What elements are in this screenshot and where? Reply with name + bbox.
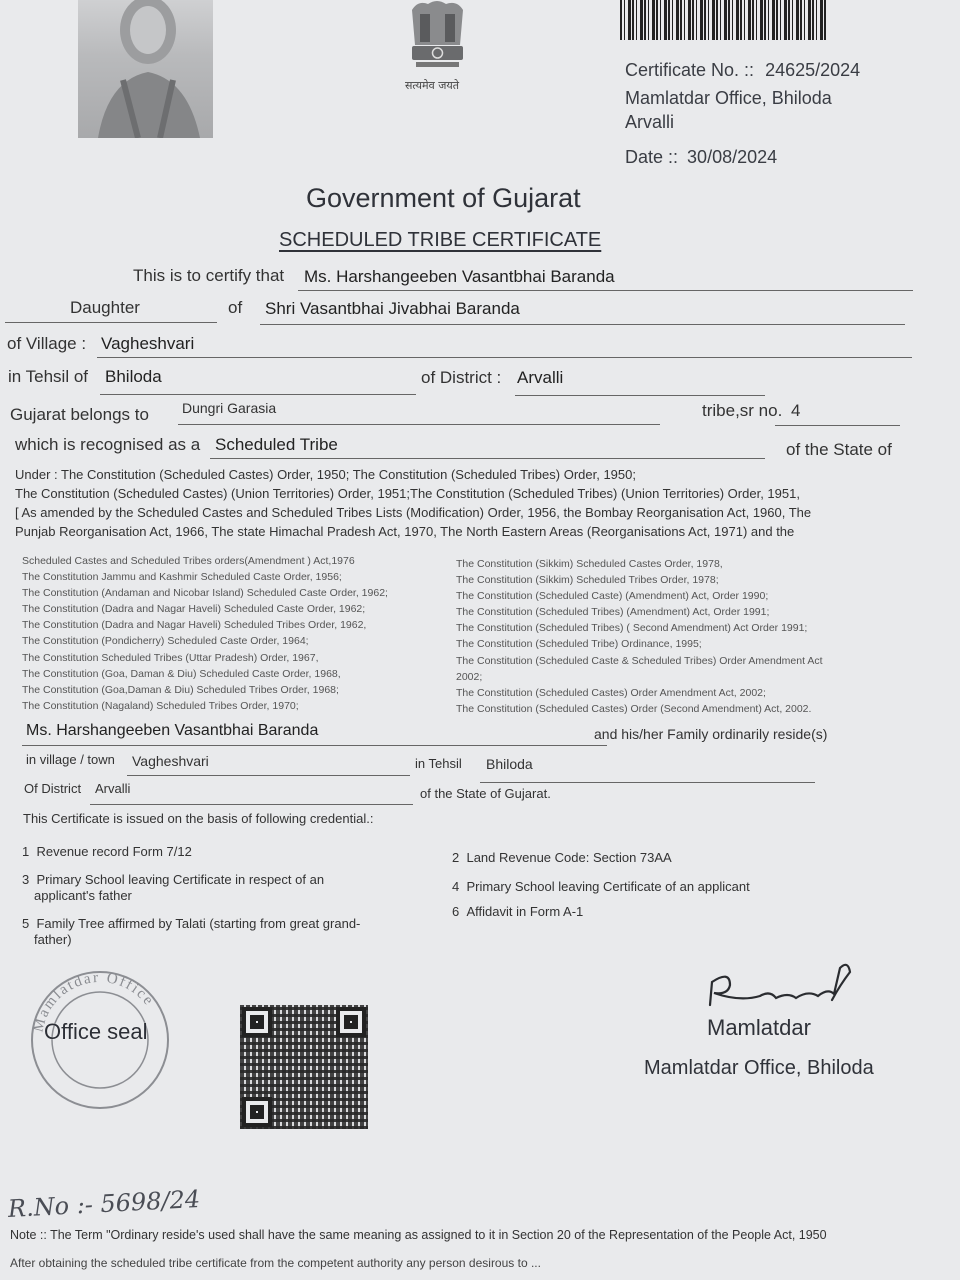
recognised-label: which is recognised as a bbox=[15, 435, 201, 454]
credential-text: Primary School leaving Certificate in respect of an bbox=[36, 872, 325, 887]
applicant-photo bbox=[78, 0, 213, 138]
credential-no: 1 bbox=[22, 844, 30, 859]
seal-ring-text: Mamlatdar Office bbox=[30, 969, 158, 1034]
res-village-label: in village / town bbox=[26, 752, 115, 767]
res-district-label: Of District bbox=[24, 781, 82, 796]
office-line1: Mamlatdar Office, Bhiloda bbox=[625, 88, 832, 108]
credential-text: Affidavit in Form A-1 bbox=[466, 904, 584, 919]
holder-name-underline bbox=[298, 290, 913, 291]
left-order: The Constitution (Pondicherry) Scheduled Caste Order, 1964; bbox=[22, 635, 309, 648]
note-label: Note :: bbox=[10, 1228, 47, 1242]
certificate-title: SCHEDULED TRIBE CERTIFICATE bbox=[279, 229, 602, 251]
right-order: The Constitution (Scheduled Caste) (Amendment) Act, Order 1990; bbox=[456, 590, 769, 603]
right-orders-list bbox=[456, 556, 896, 717]
office-line2: Arvalli bbox=[625, 112, 675, 132]
certificate-no bbox=[625, 60, 860, 81]
res-village-value: Vagheshvari bbox=[132, 753, 209, 769]
tehsil-underline bbox=[100, 394, 416, 395]
village-label: of Village : bbox=[7, 334, 87, 353]
tribe-sr-no: 4 bbox=[791, 401, 801, 420]
credential-item bbox=[22, 844, 192, 859]
qr-finder-icon bbox=[242, 1097, 272, 1127]
handwritten-reference: R.No :- 5698/24 bbox=[7, 1184, 201, 1223]
left-order: The Constitution (Nagaland) Scheduled Tribes Order, 1970; bbox=[22, 699, 299, 712]
signatory-office: Mamlatdar Office, Bhiloda bbox=[644, 1057, 874, 1079]
left-order: The Constitution (Andaman and Nicobar Island) Scheduled Caste Order, 1962; bbox=[22, 587, 388, 600]
certificate-no-value: 24625/2024 bbox=[765, 60, 861, 80]
credential-item bbox=[22, 916, 360, 931]
legal-line-2: The Constitution (Scheduled Castes) (Union Territories) Order, 1951;The Constitution (Scheduled Tribes) (Union Territories) Order, 1951, bbox=[15, 486, 800, 501]
holder-name: Ms. Harshangeeben Vasantbhai Baranda bbox=[304, 267, 615, 286]
tribe-value: Dungri Garasia bbox=[182, 400, 277, 416]
credential-no: 4 bbox=[452, 879, 460, 894]
credential-no: 3 bbox=[22, 872, 30, 887]
legal-line-1: Under : The Constitution (Scheduled Castes) Order, 1950; The Constitution (Scheduled Tribes) Order, 1950; bbox=[15, 467, 636, 482]
qr-finder-icon bbox=[336, 1007, 366, 1037]
residence-name-underline bbox=[22, 745, 607, 746]
res-state-label: of the State of Gujarat. bbox=[420, 786, 551, 801]
left-order: The Constitution (Goa,Daman & Diu) Scheduled Tribes Order, 1968; bbox=[22, 683, 339, 696]
district-underline bbox=[515, 395, 765, 396]
tribe-sr-label bbox=[702, 401, 801, 421]
state-of-label: of the State of bbox=[786, 440, 892, 459]
qr-finder-icon bbox=[242, 1007, 272, 1037]
recognised-underline bbox=[210, 458, 765, 459]
date-value: 30/08/2024 bbox=[687, 147, 778, 167]
credential-item bbox=[22, 872, 324, 887]
credential-text: Land Revenue Code: Section 73AA bbox=[466, 850, 672, 865]
emblem-motto: सत्यमेव जयते bbox=[405, 79, 460, 92]
national-emblem-icon bbox=[400, 0, 475, 80]
office-seal-label: Office seal bbox=[44, 1019, 148, 1044]
left-order: The Constitution (Dadra and Nagar Haveli) Scheduled Caste Order, 1962; bbox=[22, 603, 366, 616]
certificate-no-label: Certificate No. :: bbox=[625, 60, 755, 80]
credential-item bbox=[452, 850, 672, 865]
left-order: The Constitution (Goa, Daman & Diu) Scheduled Caste Order, 1968, bbox=[22, 667, 341, 680]
right-order: The Constitution (Sikkim) Scheduled Tribes Order, 1978; bbox=[456, 574, 719, 587]
residence-holder-name: Ms. Harshangeeben Vasantbhai Baranda bbox=[26, 722, 319, 739]
certificate-barcode bbox=[620, 0, 828, 40]
credential-text: Primary School leaving Certificate of an applicant bbox=[466, 879, 750, 894]
family-label: and his/her Family ordinarily reside(s) bbox=[594, 726, 828, 742]
belongs-label: Gujarat belongs to bbox=[10, 405, 149, 424]
credential-text-cont: father) bbox=[34, 932, 72, 947]
right-order: The Constitution (Scheduled Tribes) ( Second Amendment) Act Order 1991; bbox=[456, 622, 808, 635]
res-district-underline bbox=[90, 804, 413, 805]
relation: Daughter bbox=[70, 298, 140, 317]
tribe-underline bbox=[178, 424, 660, 425]
village-value: Vagheshvari bbox=[101, 334, 195, 353]
parent-name: Shri Vasantbhai Jivabhai Baranda bbox=[265, 299, 520, 318]
village-underline bbox=[97, 357, 912, 358]
left-order: The Constitution Scheduled Tribes (Uttar Pradesh) Order, 1967, bbox=[22, 651, 319, 664]
district-label: of District : bbox=[421, 368, 502, 387]
res-tehsil-label: in Tehsil bbox=[415, 756, 462, 771]
left-order: The Constitution Jammu and Kashmir Scheduled Caste Order, 1956; bbox=[22, 571, 342, 584]
signatory-title: Mamlatdar bbox=[707, 1015, 811, 1040]
note-line bbox=[10, 1228, 827, 1242]
tehsil-label: in Tehsil of bbox=[8, 367, 89, 386]
parent-name-underline bbox=[260, 324, 905, 325]
legal-line-3: [ As amended by the Scheduled Castes and Scheduled Tribes Lists (Modification) Order, 1956, the Bombay Reorganisation Act, 1960, The bbox=[15, 505, 812, 520]
res-district-value: Arvalli bbox=[95, 781, 131, 796]
district-value: Arvalli bbox=[517, 368, 564, 387]
credential-text: Family Tree affirmed by Talati (starting from great grand- bbox=[36, 916, 361, 931]
right-order: The Constitution (Scheduled Tribe) Ordinance, 1995; bbox=[456, 638, 702, 651]
signature-icon bbox=[700, 960, 860, 1015]
res-tehsil-underline bbox=[480, 782, 815, 783]
left-order: Scheduled Castes and Scheduled Tribes orders(Amendment ) Act,1976 bbox=[22, 555, 355, 567]
right-order: 2002; bbox=[456, 670, 483, 683]
res-village-underline bbox=[127, 775, 410, 776]
right-order: The Constitution (Sikkim) Scheduled Castes Order, 1978, bbox=[456, 558, 723, 570]
tehsil-value: Bhiloda bbox=[105, 367, 162, 386]
credential-no: 2 bbox=[452, 850, 460, 865]
left-order: The Constitution (Dadra and Nagar Haveli) Scheduled Tribes Order, 1962, bbox=[22, 619, 367, 632]
government-title: Government of Gujarat bbox=[306, 183, 581, 213]
left-orders-list bbox=[22, 553, 442, 714]
note-line-2: After obtaining the scheduled tribe certificate from the competent authority any person desirous to ... bbox=[10, 1256, 541, 1270]
legal-line-4: Punjab Reorganisation Act, 1966, The state Himachal Pradesh Act, 1970, The North Eastern Areas (Reorganisations Act, 1971) and the bbox=[15, 524, 795, 539]
certify-label: This is to certify that bbox=[133, 266, 285, 285]
credential-item bbox=[452, 904, 583, 919]
tribe-sr-text: tribe,sr no. bbox=[702, 401, 783, 420]
right-order: The Constitution (Scheduled Castes) Order (Second Amendment) Act, 2002. bbox=[456, 702, 812, 715]
recognised-as: Scheduled Tribe bbox=[215, 435, 338, 454]
res-tehsil-value: Bhiloda bbox=[486, 756, 533, 772]
right-order: The Constitution (Scheduled Tribes) (Amendment) Act, Order 1991; bbox=[456, 606, 770, 619]
issue-date bbox=[625, 147, 777, 168]
credential-text: Revenue record Form 7/12 bbox=[36, 844, 192, 859]
date-label: Date :: bbox=[625, 147, 679, 167]
right-order: The Constitution (Scheduled Caste & Scheduled Tribes) Order Amendment Act bbox=[456, 654, 823, 667]
credential-no: 6 bbox=[452, 904, 460, 919]
note-text: The Term "Ordinary reside's used shall have the same meaning as assigned to it in Section 20 of the Representation of the People Act, 1950 bbox=[50, 1228, 827, 1242]
tribe-sr-underline bbox=[775, 425, 900, 426]
of-label: of bbox=[228, 298, 243, 317]
credential-no: 5 bbox=[22, 916, 30, 931]
credential-text-cont: applicant's father bbox=[34, 888, 132, 903]
right-order: The Constitution (Scheduled Castes) Order Amendment Act, 2002; bbox=[456, 686, 766, 699]
credential-item bbox=[452, 879, 750, 894]
relation-underline bbox=[5, 322, 217, 323]
verification-qr-code[interactable] bbox=[240, 1005, 368, 1129]
credential-intro: This Certificate is issued on the basis of following credential.: bbox=[23, 811, 374, 826]
